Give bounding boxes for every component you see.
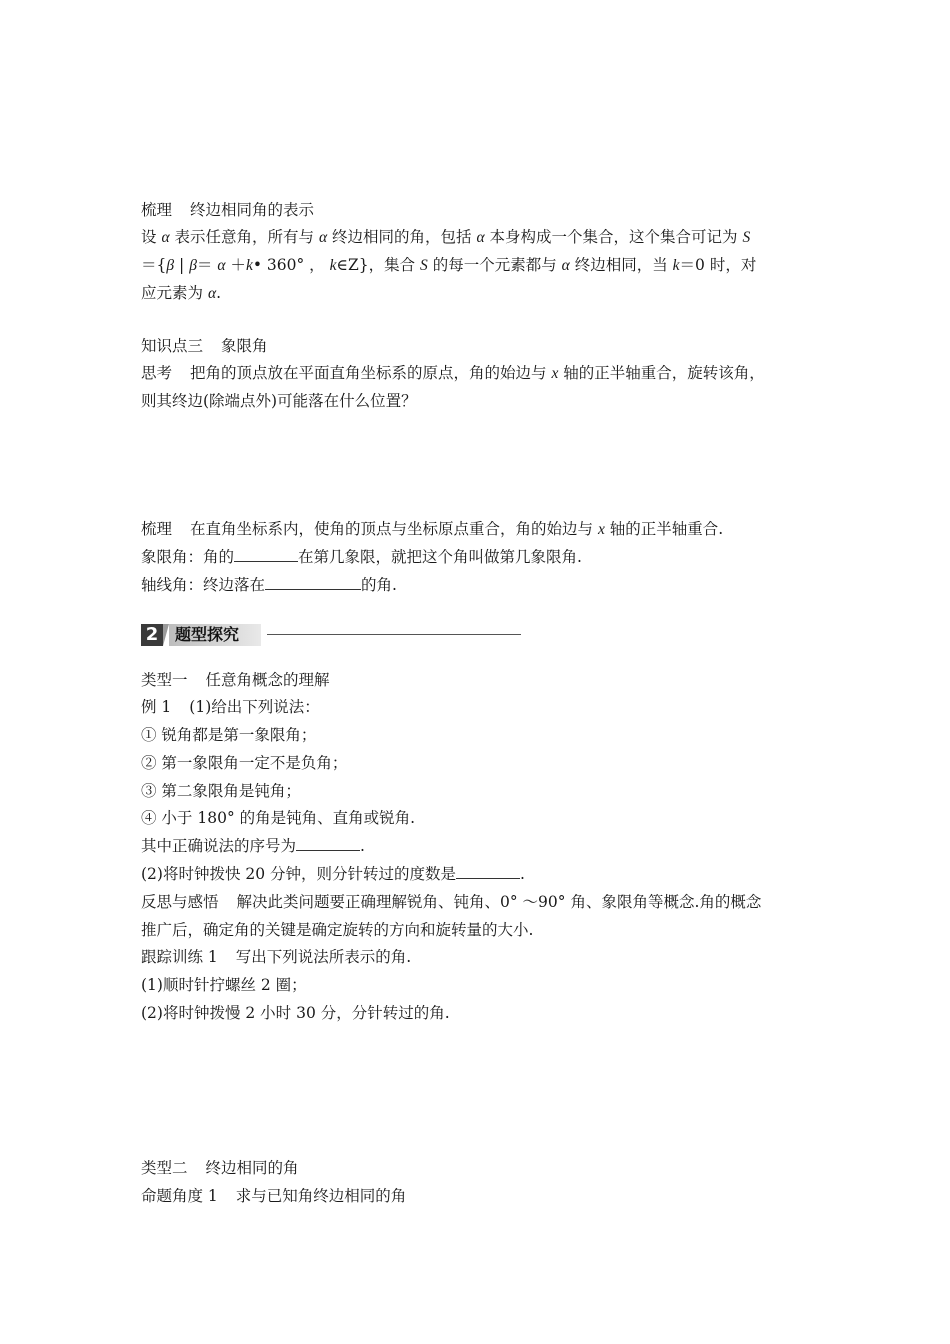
list-item: ② 第一象限角一定不是负角； <box>141 754 348 772</box>
kp3-think-line-2: 则其终边(除端点外)可能落在什么位置？ <box>141 392 417 410</box>
section-number-badge: 2 <box>141 624 163 646</box>
summary1-heading: 梳理 终边相同角的表示 <box>141 201 315 219</box>
list-item: (2)将时钟拨慢 2 小时 30 分，分针转过的角. <box>141 1004 450 1022</box>
fill-blank <box>234 547 298 562</box>
fill-blank <box>456 864 520 879</box>
question-2: (2)将时钟拨快 20 分钟，则分针转过的度数是 . <box>141 865 525 883</box>
summary2-line-3: 轴线角：终边落在 的角. <box>141 576 397 594</box>
fill-blank <box>265 575 361 590</box>
section-title: 题型探究 <box>169 624 261 646</box>
list-item: ④ 小于 180° 的角是钝角、直角或锐角. <box>141 809 416 827</box>
summary1-line-2: ＝{β | β＝ α ＋k• 360° ， k∈Z}，集合 S 的每一个元素都与 α 终边相同，当 k＝0 时，对 <box>141 256 757 274</box>
fill-blank <box>296 836 360 851</box>
type2-subheading: 命题角度 1 求与已知角终边相同的角 <box>141 1187 407 1205</box>
summary2-line-1: 梳理 在直角坐标系内，使角的顶点与坐标原点重合，角的始边与 x 轴的正半轴重合. <box>141 520 724 538</box>
summary1-line-3: 应元素为 α. <box>141 284 222 302</box>
track-training-heading: 跟踪训练 1 写出下列说法所表示的角. <box>141 948 412 966</box>
reflect-line-1: 反思与感悟 解决此类问题要正确理解锐角、钝角、0° ～90° 角、象限角等概念.角的概念 <box>141 893 762 911</box>
kp3-think-line-1: 思考 把角的顶点放在平面直角坐标系的原点，角的始边与 x 轴的正半轴重合，旋转该角， <box>141 364 765 382</box>
list-item: ① 锐角都是第一象限角； <box>141 726 317 744</box>
type2-heading: 类型二 终边相同的角 <box>141 1159 299 1177</box>
example1-intro: 例 1 (1)给出下列说法： <box>141 698 320 716</box>
summary1-line-1: 设 α 表示任意角，所有与 α 终边相同的角，包括 α 本身构成一个集合，这个集合可记为 S <box>141 228 751 246</box>
list-item: ③ 第二象限角是钝角； <box>141 782 301 800</box>
kp3-heading: 知识点三 象限角 <box>141 337 268 355</box>
list-item: (1)顺时针拧螺丝 2 圈； <box>141 976 307 994</box>
banner-rule <box>267 634 521 635</box>
reflect-line-2: 推广后，确定角的关键是确定旋转的方向和旋转量的大小. <box>141 921 534 939</box>
type1-heading: 类型一 任意角概念的理解 <box>141 671 330 689</box>
section-banner <box>141 624 521 646</box>
summary2-line-2: 象限角：角的 在第几象限，就把这个角叫做第几象限角. <box>141 548 582 566</box>
question-1: 其中正确说法的序号为 . <box>141 837 365 855</box>
